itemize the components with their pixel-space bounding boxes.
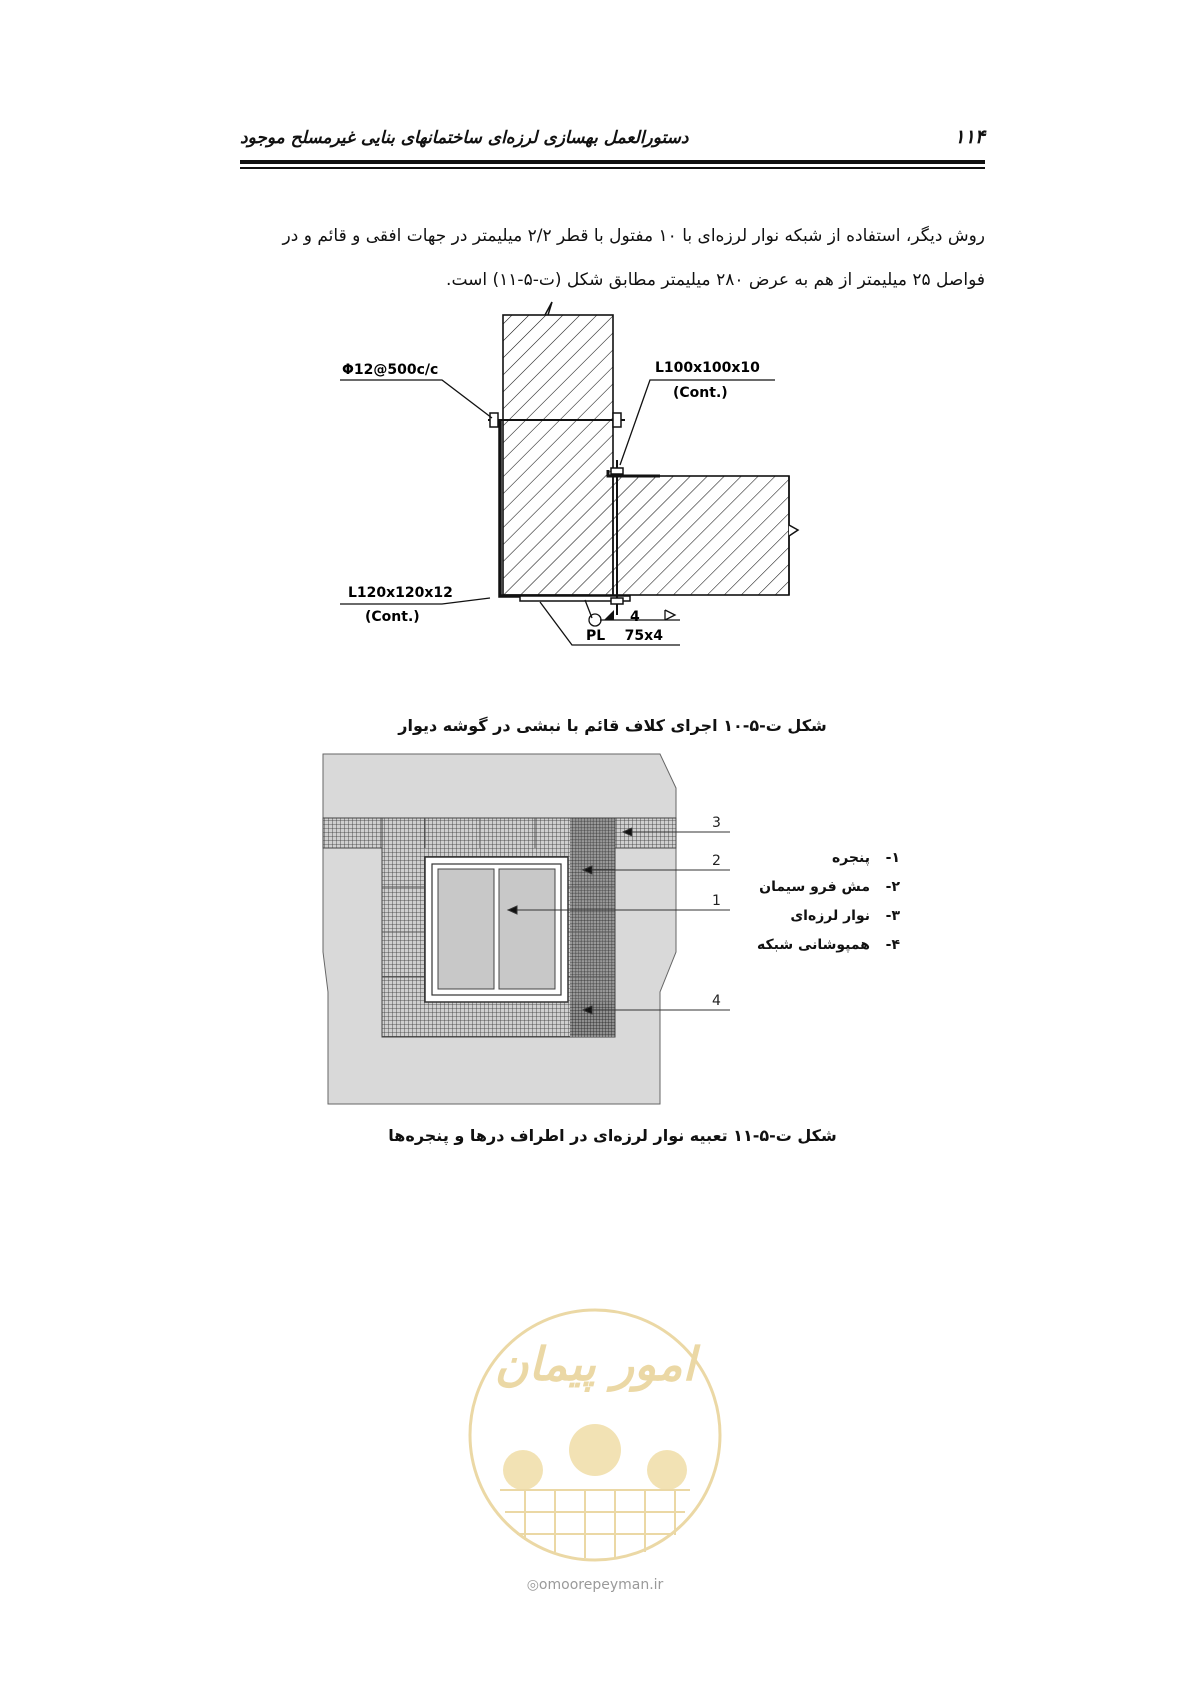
legend-item [740,908,900,937]
watermark-logo [465,1290,725,1580]
legend-item [740,879,900,908]
header-rule-thin [240,167,985,169]
grid-icon [500,1490,690,1558]
page-number: ۱۱۴ [954,126,985,148]
gear-icon [503,1424,687,1490]
label-top-angle-cont: (Cont.) [673,385,728,401]
vertical-wall [503,302,613,595]
legend-item [740,850,900,879]
label-bottom-angle-cont: (Cont.) [365,609,420,625]
legend-label: همپوشانی شبکه [756,937,870,953]
legend-label: نوار لرزه‌ای [790,908,870,924]
paragraph-line-2: فواصل ۲۵ میلیمتر از هم به عرض ۲۸۰ میلیمتر مطابق شکل (ت-۵-۱۱) است. [446,270,985,290]
legend-number: ۲- [885,879,900,895]
legend-number: ۱- [885,850,900,866]
paragraph-line-1: روش دیگر، استفاده از شبکه نوار لرزه‌ای با ۱۰ مفتول با قطر ۲/۲ میلیمتر در جهات افقی و قائم و در [282,226,985,246]
watermark-url-text: omoorepeyman.ir [538,1577,664,1593]
globe-icon: ◎ [526,1577,539,1593]
horizontal-wall [613,476,798,595]
label-top-angle: L100x100x10 [655,360,760,376]
window [425,857,568,1002]
body-paragraph [240,214,985,302]
figure-1-corner-detail [340,300,840,700]
page-header [240,126,985,162]
legend-number: ۳- [885,908,900,924]
label-plate: PL 75x4 [586,628,663,644]
label-bottom-angle: L120x120x12 [348,585,453,601]
watermark-url [480,1577,710,1593]
callout-4: 4 [712,993,721,1009]
figure-2-legend [740,850,900,966]
label-rebar: Φ12@500c/c [342,362,439,378]
legend-number: ۴- [885,937,900,953]
watermark-logo-text: امور پیمان [494,1337,696,1391]
figure-2-caption: شکل ت-۵-۱۱ تعبیه نوار لرزه‌ای در اطراف درها و پنجره‌ها [388,1126,837,1145]
header-title: دستورالعمل بهسازی لرزه‌ای ساختمانهای بنایی غیرمسلح موجود [240,128,689,148]
legend-label: مش فرو سیمان [759,879,870,895]
figure-1-caption: شکل ت-۵-۱۰ اجرای کلاف قائم با نبشی در گوشه دیوار [398,716,827,735]
legend-item [740,937,900,966]
figure-2-window-band [320,752,740,1112]
legend-label: پنجره [831,850,870,866]
callout-2: 2 [712,853,721,869]
callout-1: 1 [712,893,721,909]
label-weld: 4 [630,609,640,625]
header-rule-thick [240,160,985,164]
callout-3: 3 [712,815,721,831]
leader-rebar [340,380,492,418]
